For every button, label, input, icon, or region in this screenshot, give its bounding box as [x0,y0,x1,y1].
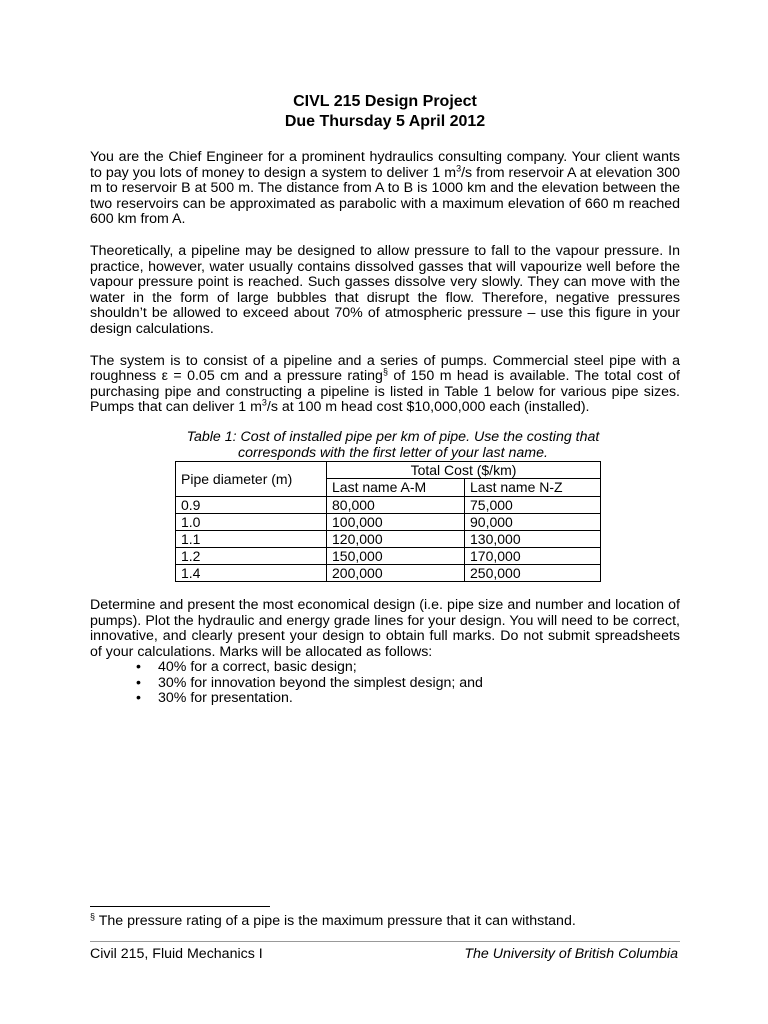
paragraph-system-text-b: of 150 m head is available. The total cost of purchasing pipe and constructing a pipeline is listed in Table 1 below for various pipe sizes. Pumps that can deliver 1 m [90,368,680,416]
table-row [176,530,601,547]
marks-list [90,660,680,707]
table-row [176,513,601,530]
cell-cost-n-z: 170,000 [465,547,601,564]
paragraph-system-text-a: The system is to consist of a pipeline and a series of pumps. Commercial steel pipe with a roughness ε = 0.05 cm and a pressure rating [90,352,680,385]
table-row [176,564,601,581]
list-item: • 30% for innovation beyond the simplest design; and [158,676,680,692]
cell-cost-n-z: 90,000 [465,513,601,530]
cell-cost-n-z: 250,000 [465,564,601,581]
paragraph-system [90,354,680,416]
cell-cost-a-m: 120,000 [327,530,465,547]
cell-cost-n-z: 130,000 [465,530,601,547]
superscript-3: 3 [456,162,462,173]
header-last-name-a-m: Last name A-M [327,479,465,497]
header-pipe-diameter: Pipe diameter (m) [176,461,327,496]
cell-diameter: 1.0 [176,513,327,530]
cell-diameter: 1.2 [176,547,327,564]
paragraph-intro-text-a: You are the Chief Engineer for a prominent hydraulics consulting company. Your client wants to pay you lots of money to design a system to deliver 1 m [90,149,680,181]
cell-diameter: 1.4 [176,564,327,581]
footer-course: Civil 215, Fluid Mechanics I [90,946,263,962]
header-last-name-n-z: Last name N-Z [465,479,601,497]
document-body [90,92,680,707]
paragraph-system-text-c: /s at 100 m head cost $10,000,000 each (installed). [266,399,590,416]
table-caption: Table 1: Cost of installed pipe per km of pipe. Use the costing that corresponds with the first letter of your last name. [186,428,600,461]
list-item: • 30% for presentation. [158,691,680,707]
page-title [90,92,680,132]
paragraph-intro-text-b: /s from reservoir A at elevation 300 m to reservoir B at 500 m. The distance from A to B is 1000 km and the elevation between the two reservoirs can be approximated as parabolic with a maximum elevation of 660 m reached 600 km from A. [90,164,680,228]
header-total-cost: Total Cost ($/km) [327,461,601,479]
table-row [176,496,601,513]
cell-cost-a-m: 80,000 [327,496,465,513]
footnote-divider [90,906,270,907]
footnote-ref-mark: § [382,366,388,377]
superscript-3: 3 [261,397,267,408]
cell-cost-a-m: 150,000 [327,547,465,564]
paragraph-instructions: Determine and present the most economical design (i.e. pipe size and number and location of pumps). Plot the hydraulic and energy grade lines for your design. You will need to be correct, innovative, and clearly present your design to obtain full marks. Do not submit spreadsheets of your calculations. Marks will be allocated as follows: [90,596,680,660]
paragraph-intro [90,150,680,228]
cell-diameter: 1.1 [176,530,327,547]
cell-cost-a-m: 200,000 [327,564,465,581]
title-line-1: CIVL 215 Design Project [293,93,477,110]
cell-diameter: 0.9 [176,496,327,513]
footnote-mark: § [90,911,96,922]
footer-university: The University of British Columbia [464,946,678,962]
cell-cost-n-z: 75,000 [465,496,601,513]
title-line-2: Due Thursday 5 April 2012 [284,113,486,130]
list-item: • 40% for a correct, basic design; [158,660,680,676]
paragraph-pressure: Theoretically, a pipeline may be designed to allow pressure to fall to the vapour pressure. In practice, however, water usually contains dissolved gasses that will vapourize well before the vapour pressure point is reached. Such gasses dissolve very slowly. They can move with the water in the form of large bubbles that disrupt the flow. Therefore, negative pressures shouldn’t be allowed to exceed about 70% of atmospheric pressure – use this figure in your design calculations. [90,242,680,337]
footer-divider [90,941,680,942]
footnote [90,913,576,929]
pipe-cost-table [175,461,601,582]
cell-cost-a-m: 100,000 [327,513,465,530]
footnote-text: The pressure rating of a pipe is the maximum pressure that it can withstand. [95,913,576,929]
table-row [176,547,601,564]
